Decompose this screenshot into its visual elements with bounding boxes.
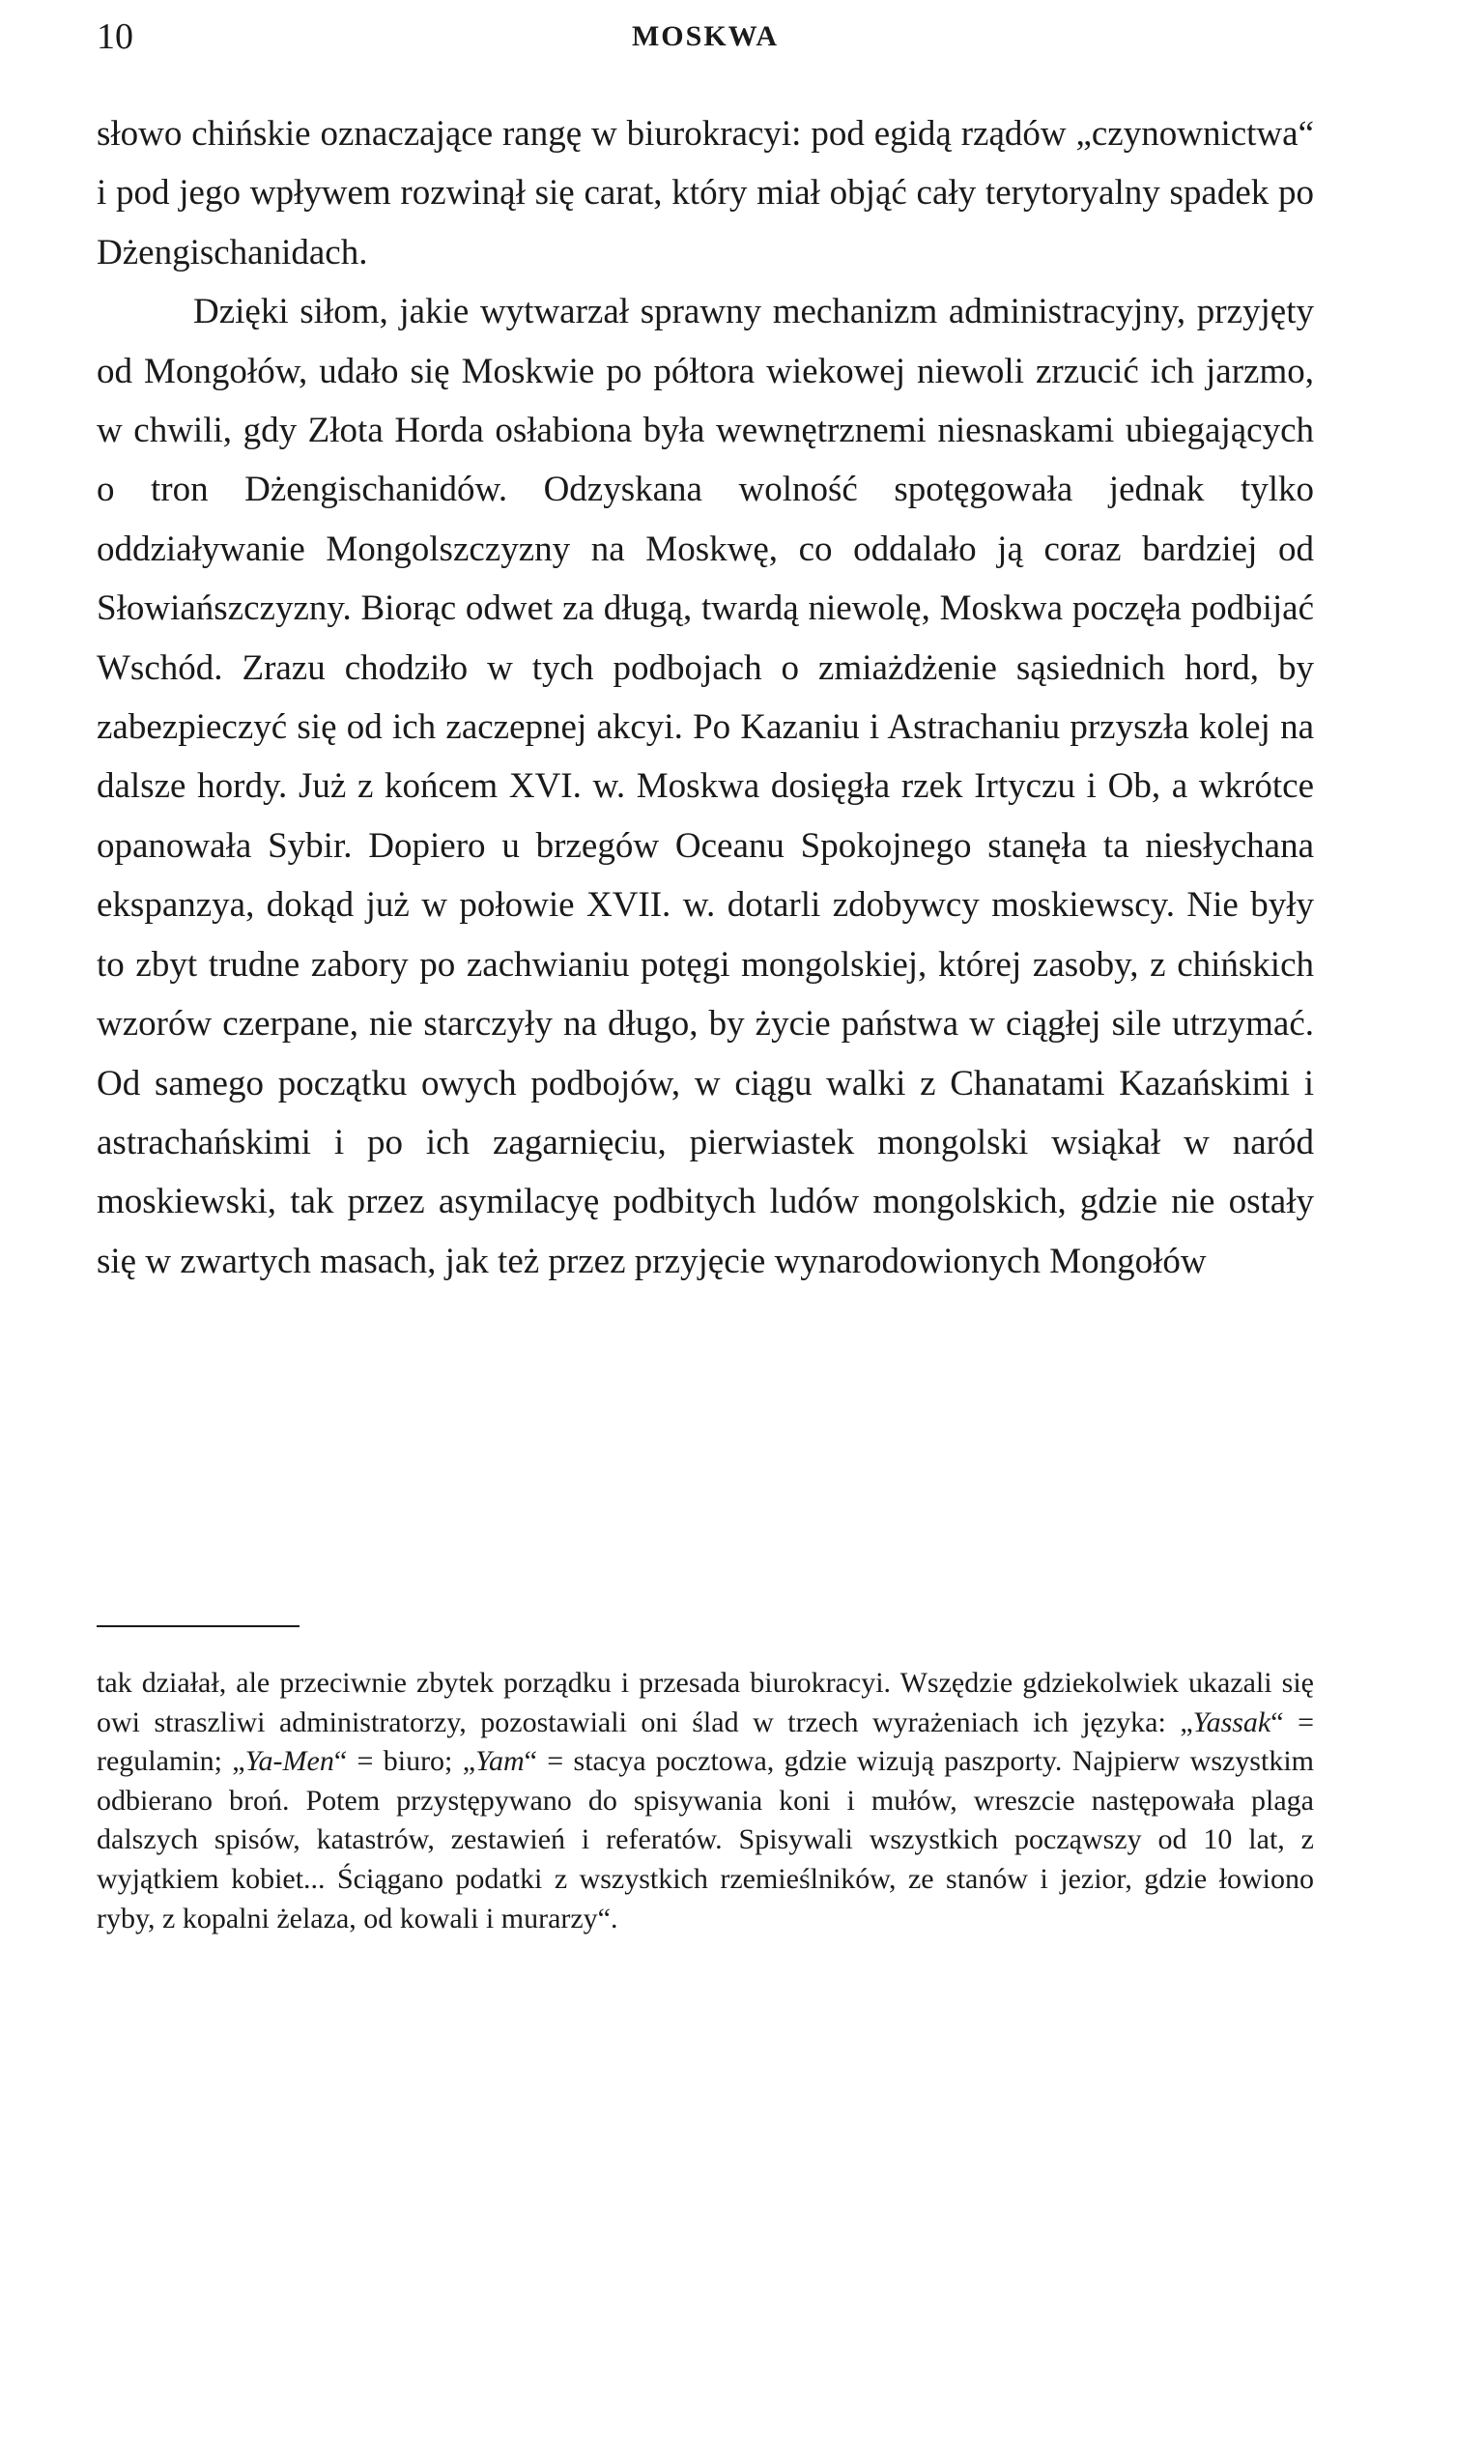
page-number: 10 — [97, 16, 133, 57]
footnote-segment: “ = regulamin; „ — [97, 1705, 1314, 1778]
page-header — [97, 8, 1314, 66]
footnote-segment: “ = biuro; „ — [333, 1745, 476, 1778]
footnote-segment: “ = stacya pocztowa, gdzie wizują paszporty. Najpierw wszystkim odbierano broń. Potem przystępywano do spisywania koni i mułów, wreszcie następowała plaga dalszych spisów, katastrów, zestawień i referatów. Spisywali wszystkich począwszy od 10 lat, z wyjątkiem kobiet... Ściągano podatki z wszystkich rzemieślników, ze stanów i jezior, gdzie łowiono ryby, z kopalni żelaza, od kowali i murarzy“. — [97, 1745, 1314, 1934]
footnote-separator — [97, 1625, 300, 1627]
footnote-term-ya-men: Ya-Men — [244, 1745, 334, 1778]
footnote-term-yassak: Yassak — [1192, 1705, 1271, 1738]
running-head: MOSKWA — [631, 20, 779, 52]
main-text — [97, 104, 1314, 1291]
footnote-segment: tak działał, ale przeciwnie zbytek porządku i przesada biurokracyi. Wszędzie gdziekolwiek ukazali się owi straszliwi administratorzy, pozostawiali oni ślad w trzech wyrażeniach ich języka: „ — [97, 1667, 1314, 1738]
paragraph-continued: słowo chińskie oznaczające rangę w biurokracyi: pod egidą rządów „czynownictwa“ i pod jego wpływem rozwinął się carat, który miał objąć cały terytoryalny spadek po Dżengischanidach. — [97, 114, 1314, 272]
footnote-term-yam: Yam — [475, 1745, 525, 1778]
paragraph: Dzięki siłom, jakie wytwarzał sprawny mechanizm administracyjny, przyjęty od Mongołów, udało się Moskwie po półtora wiekowej niewoli zrzucić ich jarzmo, w chwili, gdy Złota Horda osłabiona była wewnętrznemi niesnaskami ubiegających o tron Dżengischanidów. Odzyskana wolność spotęgowała jednak tylko oddziaływanie Mongolszczyzny na Moskwę, co oddalało ją coraz bardziej od Słowiańszczyzny. Biorąc odwet za długą, twardą niewolę, Moskwa poczęła podbijać Wschód. Zrazu chodziło w tych podbojach o zmiażdżenie sąsiednich hord, by zabezpieczyć się od ich zaczepnej akcyi. Po Kazaniu i Astrachaniu przyszła kolej na dalsze hordy. Już z końcem XVI. w. Moskwa dosięgła rzek Irtyczu i Ob, a wkrótce opanowała Sybir. Dopiero u brzegów Oceanu Spokojnego stanęła ta niesłychana ekspanzya, dokąd już w połowie XVII. w. dotarli zdobywcy moskiewscy. Nie były to zbyt trudne zabory po zachwianiu potęgi mongolskiej, której zasoby, z chińskich wzorów czerpane, nie starczyły na długo, by życie państwa w ciągłej sile utrzymać. Od samego początku owych podbojów, w ciągu walki z Chanatami Kazańskimi i astrachańskimi i po ich zagarnięciu, pierwiastek mongolski wsiąkał w naród moskiewski, tak przez asymilacyę podbitych ludów mongolskich, gdzie nie ostały się w zwartych masach, jak też przez przyjęcie wynarodowionych Mongołów — [97, 292, 1314, 1281]
footnote — [97, 1664, 1314, 1938]
footnote-text — [97, 1664, 1314, 1938]
